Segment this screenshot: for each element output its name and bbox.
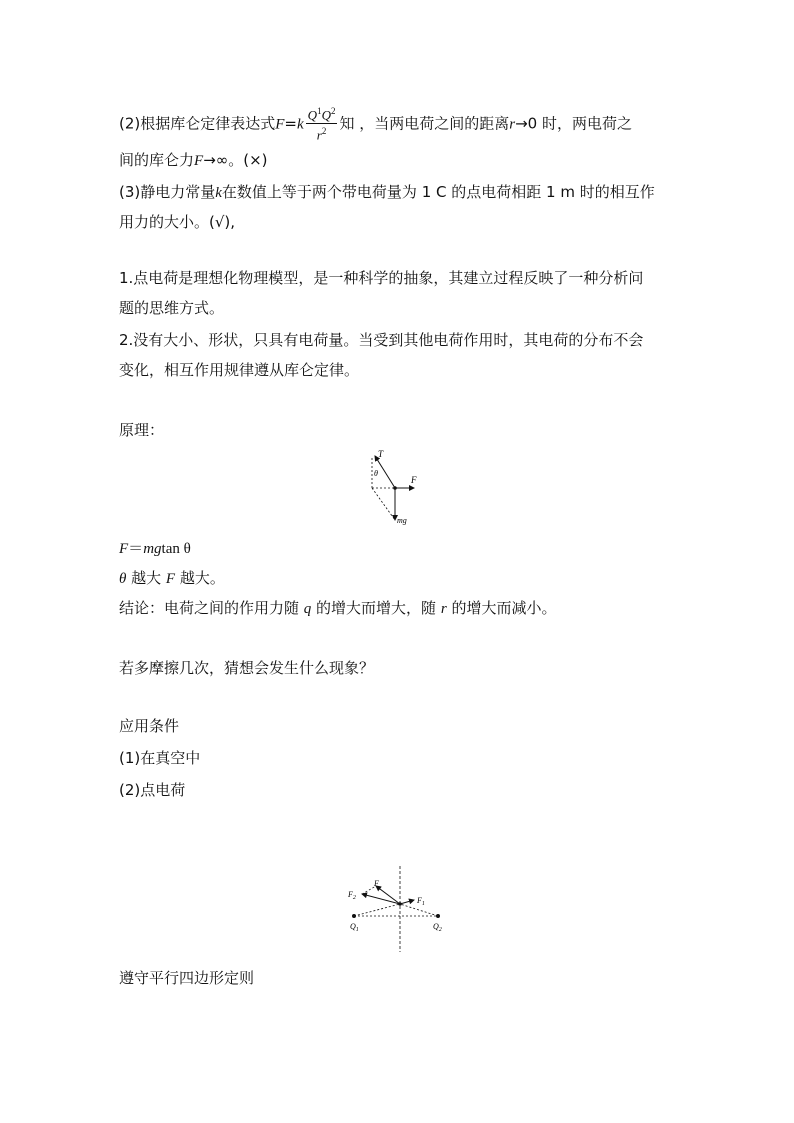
charge-q2 <box>436 914 440 918</box>
item2-prefix: (2)根据库仑定律表达式 <box>119 114 276 133</box>
f1-arrow <box>400 900 414 904</box>
principle-conclusion: 结论：电荷之间的作用力随 q 的增大而增大，随 r 的增大而减小。 <box>119 599 557 617</box>
label-q1: $Q_1$ <box>350 922 359 933</box>
dashed-q2-line <box>400 904 438 916</box>
label-q2: $Q_2$ <box>433 922 442 933</box>
f2-arrow <box>362 894 400 904</box>
principle-heading: 原理： <box>119 421 165 439</box>
item3-line2: 用力的大小。(√), <box>119 213 236 231</box>
pendulum-force-diagram <box>360 448 440 528</box>
fraction-denominator: $r^2$ <box>316 126 327 143</box>
notes-line2: 题的思维方式。 <box>119 299 225 317</box>
conditions-heading: 应用条件 <box>119 717 180 735</box>
label-f: F <box>374 879 379 888</box>
item2-limit: →0 时，两电荷之 <box>515 114 632 133</box>
item2-mid: 知 ，当两电荷之间的距离 <box>339 114 510 133</box>
item3-line1: (3)静电力常量k在数值上等于两个带电荷量为 1 C 的点电荷相距 1 m 时的相互作 <box>119 183 655 201</box>
fraction-numerator: $Q^1Q^2$ <box>307 106 336 123</box>
label-f1: $F_1$ <box>417 896 425 907</box>
superposition-diagram <box>340 864 460 954</box>
notes-line3: 2.没有大小、形状，只具有电荷量。当受到其他电荷作用时，其电荷的分布不会 <box>119 331 644 349</box>
formula-f: F <box>275 116 285 133</box>
footer-text: 遵守平行四边形定则 <box>119 969 255 987</box>
formula-eq: = <box>284 114 297 133</box>
label-mg: mg <box>397 516 407 525</box>
formula-k: k <box>297 116 304 133</box>
tension-arrow <box>375 456 395 488</box>
principle-line2: θ 越大 F 越大。 <box>119 569 225 587</box>
notes-line1: 1.点电荷是理想化物理模型，是一种科学的抽象，其建立过程反映了一种分析问 <box>119 269 644 287</box>
notes-line4: 变化，相互作用规律遵从库仑定律。 <box>119 361 360 379</box>
charged-ball <box>393 486 397 490</box>
label-theta: θ <box>374 469 378 478</box>
charge-q1 <box>352 914 356 918</box>
condition-item-1: (1)在真空中 <box>119 749 201 767</box>
label-t: T <box>378 449 384 459</box>
coulomb-fraction <box>306 104 338 144</box>
principle-formula: F＝mgtan θ <box>119 539 191 557</box>
condition-item-2: (2)点电荷 <box>119 781 186 799</box>
test-charge <box>398 902 402 906</box>
item2-line2: 间的库仑力F→∞。(×) <box>119 151 268 169</box>
label-f2: $F_2$ <box>348 890 356 901</box>
dashed-diagonal <box>372 488 395 520</box>
question-text: 若多摩擦几次，猜想会发生什么现象？ <box>119 659 375 677</box>
dashed-q1-line <box>354 904 400 916</box>
item2-line1 <box>119 104 632 144</box>
label-f: F <box>411 475 417 485</box>
r-var: r <box>509 116 516 133</box>
